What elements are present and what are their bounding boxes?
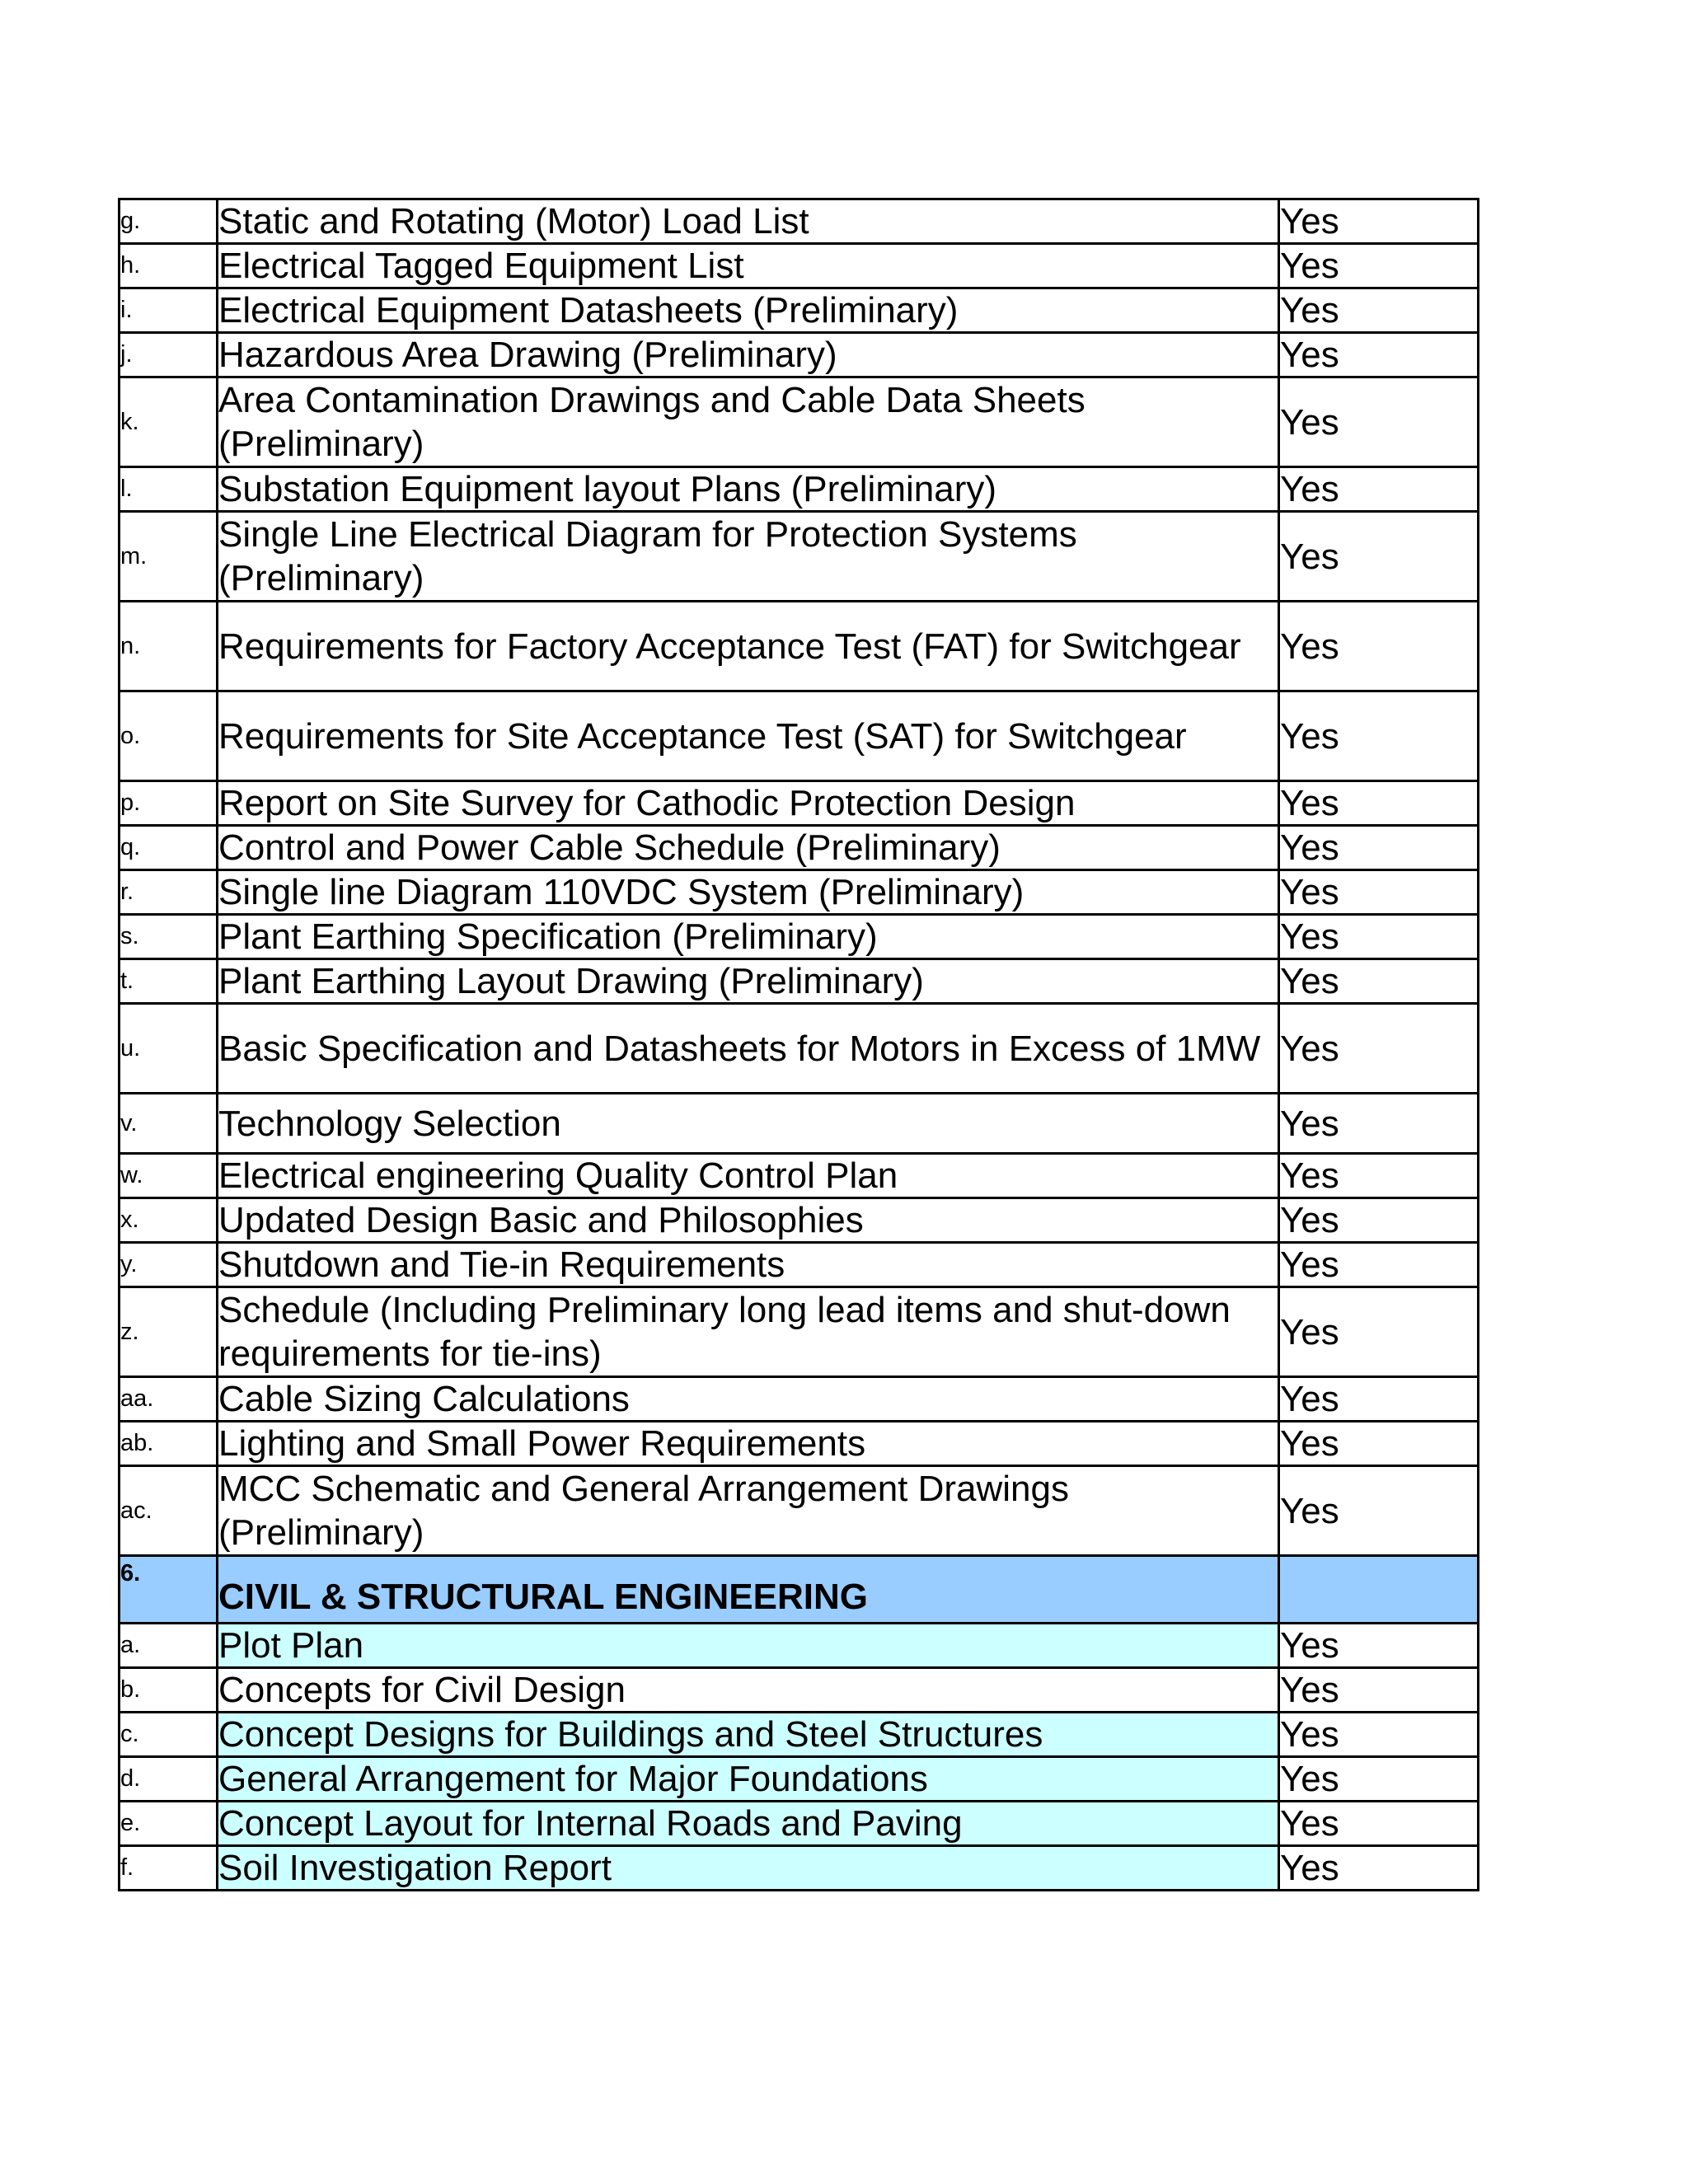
item-description: Control and Power Cable Schedule (Preliminary)	[218, 826, 1279, 870]
item-letter: u.	[120, 1004, 218, 1094]
item-description: Electrical Tagged Equipment List	[218, 244, 1279, 288]
section-title: CIVIL & STRUCTURAL ENGINEERING	[218, 1556, 1279, 1624]
item-letter: l.	[120, 467, 218, 512]
item-description: MCC Schematic and General Arrangement Drawings (Preliminary)	[218, 1466, 1279, 1556]
item-description: Concept Layout for Internal Roads and Paving	[218, 1802, 1279, 1846]
item-description: Hazardous Area Drawing (Preliminary)	[218, 333, 1279, 377]
table-row	[120, 781, 1479, 826]
item-required: Yes	[1279, 467, 1479, 512]
item-letter: c.	[120, 1713, 218, 1757]
item-description: Cable Sizing Calculations	[218, 1377, 1279, 1422]
item-letter: o.	[120, 691, 218, 781]
item-letter: j.	[120, 333, 218, 377]
table-row	[120, 602, 1479, 691]
table-row	[120, 959, 1479, 1004]
item-letter: n.	[120, 602, 218, 691]
item-required: Yes	[1279, 915, 1479, 959]
item-description: Plant Earthing Layout Drawing (Preliminary)	[218, 959, 1279, 1004]
item-required: Yes	[1279, 1757, 1479, 1802]
item-letter: t.	[120, 959, 218, 1004]
item-description: Requirements for Factory Acceptance Test (FAT) for Switchgear	[218, 602, 1279, 691]
item-required: Yes	[1279, 602, 1479, 691]
item-required: Yes	[1279, 199, 1479, 244]
table-row	[120, 1668, 1479, 1713]
item-letter: aa.	[120, 1377, 218, 1422]
item-required: Yes	[1279, 1154, 1479, 1198]
item-required: Yes	[1279, 781, 1479, 826]
table-row	[120, 1846, 1479, 1891]
table-row	[120, 1422, 1479, 1466]
item-description: Plant Earthing Specification (Preliminary)	[218, 915, 1279, 959]
item-required: Yes	[1279, 1713, 1479, 1757]
item-description: Technology Selection	[218, 1094, 1279, 1154]
table-row	[120, 1802, 1479, 1846]
item-letter: i.	[120, 288, 218, 333]
item-description: Concepts for Civil Design	[218, 1668, 1279, 1713]
table-row	[120, 870, 1479, 915]
item-required: Yes	[1279, 691, 1479, 781]
table-row	[120, 1757, 1479, 1802]
item-required: Yes	[1279, 1094, 1479, 1154]
item-required: Yes	[1279, 1802, 1479, 1846]
item-required: Yes	[1279, 1004, 1479, 1094]
item-required: Yes	[1279, 288, 1479, 333]
table-row	[120, 467, 1479, 512]
item-required: Yes	[1279, 512, 1479, 602]
item-letter: d.	[120, 1757, 218, 1802]
item-required: Yes	[1279, 1624, 1479, 1668]
item-description: Updated Design Basic and Philosophies	[218, 1198, 1279, 1243]
item-description: Electrical engineering Quality Control Plan	[218, 1154, 1279, 1198]
item-required: Yes	[1279, 377, 1479, 467]
item-description: Basic Specification and Datasheets for Motors in Excess of 1MW	[218, 1004, 1279, 1094]
item-required: Yes	[1279, 1846, 1479, 1891]
table-row	[120, 826, 1479, 870]
table-row	[120, 288, 1479, 333]
item-letter: k.	[120, 377, 218, 467]
table-row	[120, 377, 1479, 467]
item-description: Shutdown and Tie-in Requirements	[218, 1243, 1279, 1287]
deliverables-table	[118, 198, 1479, 1891]
item-required: Yes	[1279, 1377, 1479, 1422]
item-letter: r.	[120, 870, 218, 915]
item-required: Yes	[1279, 1287, 1479, 1377]
item-description: Single Line Electrical Diagram for Protection Systems (Preliminary)	[218, 512, 1279, 602]
item-letter: m.	[120, 512, 218, 602]
table-row	[120, 1094, 1479, 1154]
table-row	[120, 1198, 1479, 1243]
item-letter: p.	[120, 781, 218, 826]
item-required: Yes	[1279, 1668, 1479, 1713]
item-description: Soil Investigation Report	[218, 1846, 1279, 1891]
table-row	[120, 512, 1479, 602]
item-letter: h.	[120, 244, 218, 288]
table-row	[120, 1004, 1479, 1094]
item-required: Yes	[1279, 826, 1479, 870]
table-row	[120, 691, 1479, 781]
item-description: Electrical Equipment Datasheets (Preliminary)	[218, 288, 1279, 333]
item-letter: s.	[120, 915, 218, 959]
item-description: Plot Plan	[218, 1624, 1279, 1668]
item-description: Lighting and Small Power Requirements	[218, 1422, 1279, 1466]
item-description: Requirements for Site Acceptance Test (SAT) for Switchgear	[218, 691, 1279, 781]
item-letter: z.	[120, 1287, 218, 1377]
item-required: Yes	[1279, 1422, 1479, 1466]
item-description: Concept Designs for Buildings and Steel Structures	[218, 1713, 1279, 1757]
table-row	[120, 199, 1479, 244]
item-letter: q.	[120, 826, 218, 870]
table-row	[120, 244, 1479, 288]
table-row	[120, 1713, 1479, 1757]
table-row	[120, 1243, 1479, 1287]
item-letter: w.	[120, 1154, 218, 1198]
table-row	[120, 915, 1479, 959]
table-row	[120, 1624, 1479, 1668]
item-letter: x.	[120, 1198, 218, 1243]
item-required: Yes	[1279, 870, 1479, 915]
item-letter: ac.	[120, 1466, 218, 1556]
item-description: Schedule (Including Preliminary long lead items and shut-down requirements for tie-ins)	[218, 1287, 1279, 1377]
table-row	[120, 1377, 1479, 1422]
item-description: Static and Rotating (Motor) Load List	[218, 199, 1279, 244]
section-header-row	[120, 1556, 1479, 1624]
item-required: Yes	[1279, 244, 1479, 288]
section-header-empty-cell	[1279, 1556, 1479, 1624]
item-letter: v.	[120, 1094, 218, 1154]
item-description: General Arrangement for Major Foundations	[218, 1757, 1279, 1802]
item-letter: b.	[120, 1668, 218, 1713]
table-row	[120, 333, 1479, 377]
item-description: Substation Equipment layout Plans (Preliminary)	[218, 467, 1279, 512]
section-number: 6.	[120, 1556, 218, 1624]
table-row	[120, 1154, 1479, 1198]
item-letter: f.	[120, 1846, 218, 1891]
item-required: Yes	[1279, 1466, 1479, 1556]
item-letter: ab.	[120, 1422, 218, 1466]
item-required: Yes	[1279, 333, 1479, 377]
item-letter: g.	[120, 199, 218, 244]
item-letter: e.	[120, 1802, 218, 1846]
item-letter: y.	[120, 1243, 218, 1287]
table-row	[120, 1287, 1479, 1377]
item-description: Single line Diagram 110VDC System (Preliminary)	[218, 870, 1279, 915]
item-required: Yes	[1279, 959, 1479, 1004]
item-required: Yes	[1279, 1198, 1479, 1243]
item-description: Report on Site Survey for Cathodic Protection Design	[218, 781, 1279, 826]
item-letter: a.	[120, 1624, 218, 1668]
table-row	[120, 1466, 1479, 1556]
item-description: Area Contamination Drawings and Cable Data Sheets (Preliminary)	[218, 377, 1279, 467]
item-required: Yes	[1279, 1243, 1479, 1287]
